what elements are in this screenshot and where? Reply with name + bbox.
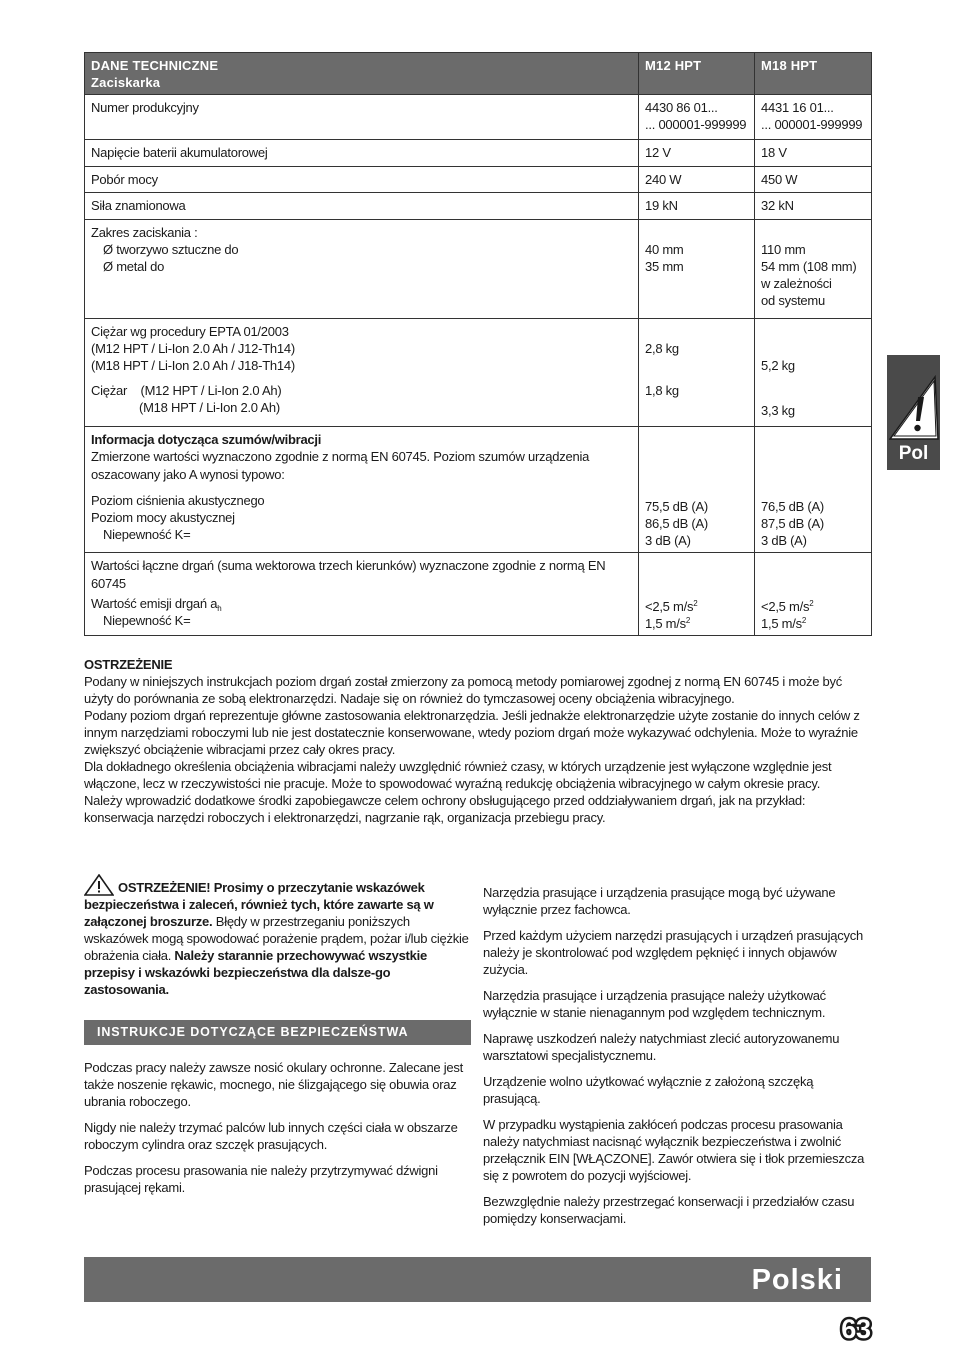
- column-header-m12: M12 HPT: [639, 53, 755, 95]
- table-row: [85, 95, 872, 140]
- cell-text: [645, 615, 748, 632]
- instruction-paragraph: Naprawę uszkodzeń należy natychmiast zlecić autoryzowanemu warsztatowi specjalistycznemu.: [483, 1031, 840, 1063]
- warning-paragraph: Podany poziom drgań reprezentuje główne zastosowania elektronarzędzia. Jeśli jednakże elektronarzędzie użyte zostanie do innych celów z innym narzędziami roboczymi lub nie jest dostatecznie konserwowane, wtedy poziom drgań może wykazywać odchylenia. Może to wyraźnie zwiększyć obciążenie wibracjami przez cały okres pracy.: [84, 708, 860, 757]
- cell-text: Niepewność K=: [103, 613, 191, 628]
- value: <2,5 m/s: [761, 599, 810, 614]
- table-row: [85, 167, 872, 193]
- row-label: [85, 220, 639, 319]
- table-title-line1: DANE TECHNICZNE: [91, 58, 219, 73]
- instruction-paragraph: Urządzenie wolno użytkować wyłącznie z założoną szczęką prasującą.: [483, 1074, 814, 1106]
- cell-m12: [639, 319, 755, 427]
- warning-triangle-icon: [84, 874, 114, 896]
- cell-text: 76,5 dB (A): [761, 499, 825, 514]
- table-row: [85, 220, 872, 319]
- cell-m18: [755, 319, 872, 427]
- row-label: Napięcie baterii akumulatorowej: [85, 140, 639, 167]
- cell-m12: [639, 220, 755, 319]
- cell-m12: 240 W: [639, 167, 755, 193]
- tech-data-table: [84, 52, 872, 636]
- cell-m12: 19 kN: [639, 193, 755, 220]
- warning-text: Błędy w przestrzeganiu poniższych wskazówek mogą spowodować porażenie prądem, pożar i/lub ciężkie obrażenia ciała.: [84, 914, 469, 963]
- row-label: Pobór mocy: [85, 167, 639, 193]
- cell-text: Poziom mocy akustycznej: [91, 510, 235, 525]
- table-row: [85, 553, 872, 636]
- table-title-line2: Zaciskarka: [91, 75, 161, 90]
- warning-title: OSTRZEŻENIE: [84, 657, 173, 672]
- instruction-paragraph: Nigdy nie należy trzymać palców lub innych części ciała w obszarze roboczym cylindra oraz szczęk prasujących.: [84, 1120, 458, 1152]
- cell-text: Wartości łączne drgań (suma wektorowa trzech kierunków) wyznaczone zgodnie z normą EN 60745: [91, 558, 606, 591]
- cell-text: [91, 595, 632, 612]
- row-label: Siła znamionowa: [85, 193, 639, 220]
- instruction-paragraph: Podczas procesu prasowania nie należy przytrzymywać dźwigni prasującej rękami.: [84, 1163, 438, 1195]
- language-side-tab: [887, 355, 940, 470]
- right-column: [483, 884, 873, 1236]
- cell-text: od systemu: [761, 293, 825, 308]
- row-label: Numer produkcyjny: [85, 95, 639, 140]
- cell-text: 3,3 kg: [761, 403, 795, 418]
- cell-text: Wartość emisji drgań a: [91, 596, 218, 611]
- cell-text: [761, 598, 865, 615]
- cell-m12: [639, 553, 755, 636]
- warning-paragraph: Podany w niniejszych instrukcjach poziom drgań został zmierzony za pomocą metody pomiarowej zgodnej z normą EN 60745 i może być użyty do porównania ze sobą elektronarzędzi. Nadaje się on również do tymczasowej oceny obciążenia wibracyjnego.: [84, 674, 843, 706]
- row-label: [85, 553, 639, 636]
- cell-m12: [639, 427, 755, 553]
- cell-text: 4430 86 01...: [645, 100, 718, 115]
- page-number: [836, 1312, 876, 1344]
- warning-triangle-icon: [889, 375, 939, 441]
- cell-text: 4431 16 01...: [761, 100, 834, 115]
- cell-text: ... 000001-999999: [645, 117, 747, 132]
- cell-text: [761, 615, 865, 632]
- value: 1,5 m/s: [761, 616, 802, 631]
- cell-m18: [755, 95, 872, 140]
- superscript: 2: [809, 599, 814, 608]
- cell-text: 1,8 kg: [645, 383, 679, 398]
- column-header-m18: M18 HPT: [755, 53, 872, 95]
- cell-m18: [755, 427, 872, 553]
- cell-text: Poziom ciśnienia akustycznego: [91, 493, 265, 508]
- cell-text: (M18 HPT / Li-Ion 2.0 Ah / J18-Th14): [91, 358, 295, 373]
- left-column: [84, 874, 471, 1205]
- cell-text: (M12 HPT / Li-Ion 2.0 Ah / J12-Th14): [91, 341, 295, 356]
- row-label: [85, 319, 639, 427]
- cell-text: Ciężar (M12 HPT / Li-Ion 2.0 Ah): [91, 383, 282, 398]
- superscript: 2: [685, 616, 691, 625]
- cell-text: Niepewność K=: [103, 527, 191, 542]
- cell-text: [645, 598, 748, 615]
- instruction-paragraph: Narzędzia prasujące i urządzenia prasujące należy użytkować wyłącznie w stanie nienagannym pod względem technicznym.: [483, 988, 826, 1020]
- warning-paragraph: Należy wprowadzić dodatkowe środki zapobiegawcze celem ochrony obsługującego przed oddziaływaniem drgań, jak na przykład: konserwacja narzędzi roboczych i elektronarzędzi, nagrzanie rąk, organizacja przebiegu pracy.: [84, 793, 806, 825]
- warning-bold-text: Należy starannie przechowywać wszystkie przepisy i wskazówki bezpieczeństwa dla dalsze-go zastosowania.: [84, 948, 427, 997]
- cell-text: w zależności: [761, 276, 832, 291]
- cell-text: 5,2 kg: [761, 358, 795, 373]
- cell-m18: [755, 220, 872, 319]
- table-title: [85, 53, 639, 95]
- cell-text: 35 mm: [645, 259, 684, 274]
- table-row: [85, 140, 872, 167]
- cell-text: 87,5 dB (A): [761, 516, 825, 531]
- value: 1,5 m/s: [645, 616, 686, 631]
- footer-language-bar: [84, 1257, 871, 1302]
- table-row: [85, 193, 872, 220]
- language-tab-label: Pol: [898, 443, 929, 464]
- cell-text: 75,5 dB (A): [645, 499, 709, 514]
- superscript: 2: [693, 599, 698, 608]
- cell-m18: 18 V: [755, 140, 872, 167]
- instruction-paragraph: Przed każdym użyciem narzędzi prasujących i urządzeń prasujących należy je skontrolować pod względem pęknięć i innych objawów zużycia.: [483, 928, 863, 977]
- cell-text: 2,8 kg: [645, 341, 679, 356]
- row-label: [85, 427, 639, 553]
- subscript: h: [217, 604, 222, 613]
- warning-bold-text: OSTRZEŻENIE! Prosimy o przeczytanie wskazówek bezpieczeństwa i zaleceń, również tych, które zawarte są w załączonej broszurze.: [84, 880, 434, 929]
- superscript: 2: [801, 616, 807, 625]
- cell-text: 110 mm: [761, 242, 806, 257]
- cell-text: 3 dB (A): [645, 533, 691, 548]
- cell-m18: 450 W: [755, 167, 872, 193]
- vibration-warning-section: [84, 656, 874, 826]
- table-row: [85, 427, 872, 553]
- instruction-paragraph: Bezwzględnie należy przestrzegać konserwacji i przedziałów czasu pomiędzy konserwacjami.: [483, 1194, 855, 1226]
- cell-text: Ø metal do: [103, 259, 165, 274]
- value: <2,5 m/s: [645, 599, 694, 614]
- instruction-paragraph: W przypadku wystąpienia zakłóceń podczas procesu prasowania należy natychmiast nacisnąć wyłącznik bezpieczeństwa i zwolnić przełącznik EIN [WŁĄCZONE]. Zawór otwiera się i tłok przemieszcza się z powrotem do pozycji wyjściowej.: [483, 1117, 865, 1183]
- cell-text: Ciężar wg procedury EPTA 01/2003: [91, 324, 289, 339]
- cell-m18: 32 kN: [755, 193, 872, 220]
- section-title-bar: INSTRUKCJE DOTYCZĄCE BEZPIECZEŃSTWA: [84, 1020, 471, 1045]
- instruction-paragraph: Podczas pracy należy zawsze nosić okulary ochronne. Zalecane jest także noszenie rękawic, mocnego, nie ślizgającego się obuwia oraz ubrania roboczego.: [84, 1060, 464, 1109]
- cell-text: (M18 HPT / Li-Ion 2.0 Ah): [139, 400, 280, 415]
- cell-m12: 12 V: [639, 140, 755, 167]
- cell-text: 3 dB (A): [761, 533, 807, 548]
- safety-warning-intro: [84, 874, 471, 998]
- cell-text: Zmierzone wartości wyznaczono zgodnie z normą EN 60745. Poziom szumów urządzenia oszacowany jako A wynosi typowo:: [91, 449, 590, 482]
- cell-m12: [639, 95, 755, 140]
- table-header-row: [85, 53, 872, 95]
- warning-paragraph: Dla dokładnego określenia obciążenia wibracjami należy uwzględnić również czasy, w których urządzenie jest wyłączone względnie jest włączone, lecz w rzeczywistości nie pracuje. Może to spowodować wyraźną redukcję obciążenia wibracyjnego w całym okresie pracy.: [84, 759, 832, 791]
- cell-text: ... 000001-999999: [761, 117, 863, 132]
- cell-text: Zakres zaciskania :: [91, 225, 198, 240]
- footer-language-label: Polski: [751, 1264, 843, 1296]
- cell-text: Ø tworzywo sztuczne do: [103, 242, 239, 257]
- instruction-paragraph: Narzędzia prasujące i urządzenia prasujące mogą być używane wyłącznie przez fachowca.: [483, 885, 836, 917]
- page-number-text: 63: [841, 1314, 871, 1344]
- cell-m18: [755, 553, 872, 636]
- cell-text: 86,5 dB (A): [645, 516, 709, 531]
- cell-text: 54 mm (108 mm): [761, 259, 857, 274]
- cell-text: 40 mm: [645, 242, 684, 257]
- cell-text: Informacja dotycząca szumów/wibracji: [91, 432, 322, 447]
- table-row: [85, 319, 872, 427]
